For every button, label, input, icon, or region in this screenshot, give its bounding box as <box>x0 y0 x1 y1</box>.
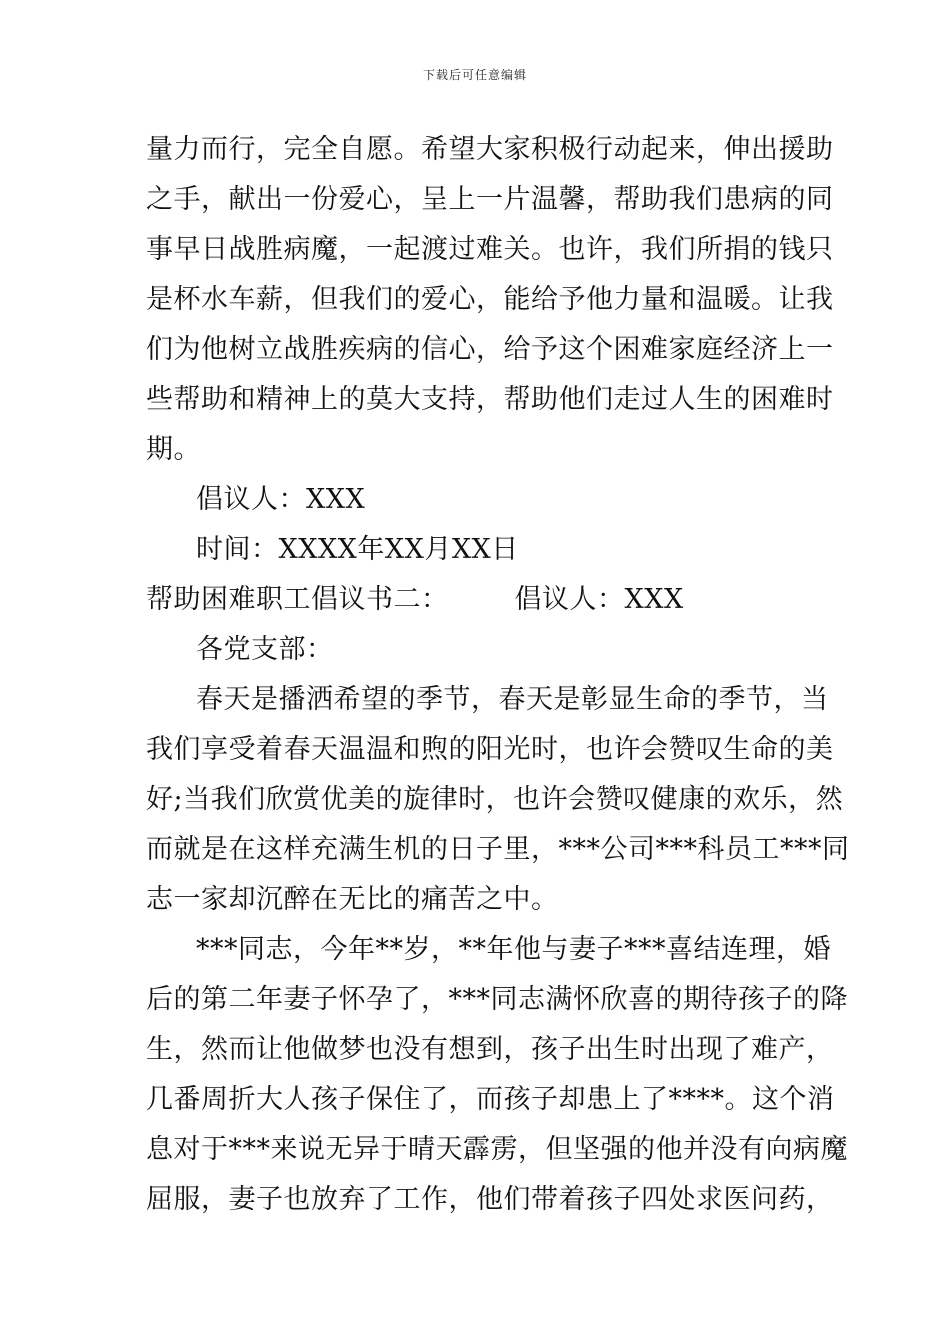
paragraph-line: 期。 <box>146 434 201 465</box>
paragraph-line: 之手，献出一份爱心，呈上一片温馨，帮助我们患病的同 <box>146 184 834 215</box>
paragraph-line: 们为他树立战胜疾病的信心，给予这个困难家庭经济上一 <box>146 334 834 365</box>
paragraph-line: 事早日战胜病魔，一起渡过难关。也许，我们所捐的钱只 <box>146 234 834 265</box>
paragraph-line: 春天是播洒希望的季节，春天是彰显生命的季节，当 <box>196 684 829 715</box>
paragraph-line: 我们享受着春天温温和煦的阳光时，也许会赞叹生命的美 <box>146 734 834 765</box>
date-line: 时间：XXXX年XX月XX日 <box>196 534 519 565</box>
paragraph-line: 生，然而让他做梦也没有想到，孩子出生时出现了难产， <box>146 1034 834 1065</box>
paragraph-line: 几番周折大人孩子保住了，而孩子却患上了****。这个消 <box>146 1084 835 1115</box>
header-note: 下载后可任意编辑 <box>422 68 527 82</box>
paragraph-line: ***同志，今年**岁，**年他与妻子***喜结连理，婚 <box>196 934 831 965</box>
paragraph-line: 些帮助和精神上的莫大支持，帮助他们走过人生的困难时 <box>146 384 834 415</box>
paragraph-line: 屈服，妻子也放弃了工作，他们带着孩子四处求医问药， <box>146 1184 834 1215</box>
paragraph-line: 息对于***来说无异于晴天霹雳，但坚强的他并没有向病魔 <box>146 1134 848 1165</box>
salutation: 各党支部： <box>196 634 334 665</box>
paragraph-line: 志一家却沉醉在无比的痛苦之中。 <box>146 884 559 915</box>
section2-title: 帮助困难职工倡议书二： <box>146 584 449 615</box>
section2-initiator: 倡议人：XXX <box>514 584 684 615</box>
initiator-line: 倡议人：XXX <box>196 484 366 515</box>
paragraph-line: 后的第二年妻子怀孕了，***同志满怀欣喜的期待孩子的降 <box>146 984 848 1015</box>
section2-heading <box>146 583 684 617</box>
paragraph-line: 是杯水车薪，但我们的爱心，能给予他力量和温暖。让我 <box>146 284 834 315</box>
paragraph-line: 量力而行，完全自愿。希望大家积极行动起来，伸出援助 <box>146 134 834 165</box>
paragraph-line: 好;当我们欣赏优美的旋律时，也许会赞叹健康的欢乐，然 <box>146 784 844 815</box>
paragraph-line: 而就是在这样充满生机的日子里，***公司***科员工***同 <box>146 834 850 865</box>
